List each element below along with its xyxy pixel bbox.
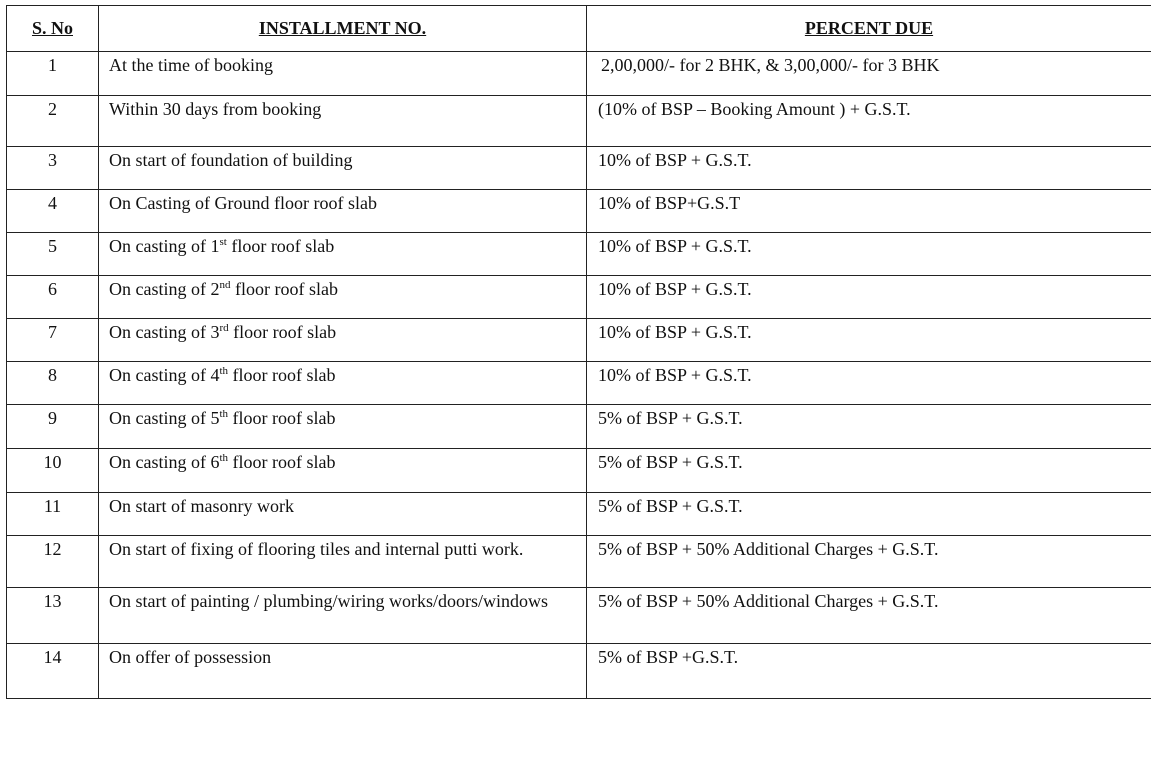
installment-text-rest: floor roof slab [226, 236, 335, 256]
header-percent-due: PERCENT DUE [587, 6, 1151, 52]
installment-text: On start of foundation of building [109, 150, 353, 170]
row-percent-due: (10% of BSP – Booking Amount ) + G.S.T. [587, 96, 1151, 147]
row-sno: 9 [7, 405, 99, 449]
row-percent-due: 10% of BSP + G.S.T. [587, 276, 1151, 319]
row-installment [99, 190, 587, 233]
row-sno: 8 [7, 362, 99, 405]
table-row [7, 52, 1151, 96]
row-sno: 5 [7, 233, 99, 276]
table-row [7, 536, 1151, 588]
row-installment [99, 536, 587, 588]
installment-text: On offer of possession [109, 647, 272, 667]
installment-text: On casting of 4 [109, 365, 220, 385]
row-installment [99, 405, 587, 449]
installment-text: On casting of 2 [109, 279, 220, 299]
row-sno: 6 [7, 276, 99, 319]
table-row [7, 276, 1151, 319]
table-row [7, 190, 1151, 233]
table-row [7, 588, 1151, 644]
row-installment [99, 362, 587, 405]
installment-text-rest: floor roof slab [228, 452, 336, 472]
installment-text: On start of painting / plumbing/wiring works/doors/windows [109, 591, 548, 611]
installment-text: On casting of 3 [109, 322, 220, 342]
installment-text-rest: floor roof slab [228, 408, 336, 428]
row-installment [99, 319, 587, 362]
row-percent-due: 5% of BSP + G.S.T. [587, 449, 1151, 493]
row-sno: 7 [7, 319, 99, 362]
row-sno: 1 [7, 52, 99, 96]
ordinal-suffix: nd [219, 279, 231, 291]
row-percent-due: 5% of BSP + G.S.T. [587, 493, 1151, 536]
installment-text: On casting of 1 [109, 236, 220, 256]
ordinal-suffix: th [219, 408, 229, 420]
row-percent-due: 10% of BSP+G.S.T [587, 190, 1151, 233]
row-sno: 10 [7, 449, 99, 493]
row-installment [99, 588, 587, 644]
row-sno: 13 [7, 588, 99, 644]
row-percent-due: 10% of BSP + G.S.T. [587, 147, 1151, 190]
table-row [7, 96, 1151, 147]
header-sno: S. No [7, 6, 99, 52]
row-sno: 14 [7, 644, 99, 699]
installment-text: On casting of 5 [109, 408, 220, 428]
payment-schedule-table [6, 5, 1151, 699]
header-installment: INSTALLMENT NO. [99, 6, 587, 52]
table-row [7, 644, 1151, 699]
installment-text: On start of fixing of flooring tiles and internal putti work. [109, 539, 524, 559]
table-row [7, 147, 1151, 190]
header-row [7, 6, 1151, 52]
installment-text-rest: floor roof slab [228, 322, 337, 342]
installment-text: On Casting of Ground floor roof slab [109, 193, 377, 213]
row-installment [99, 96, 587, 147]
table-row [7, 493, 1151, 536]
row-percent-due: 5% of BSP +G.S.T. [587, 644, 1151, 699]
table-row [7, 405, 1151, 449]
row-percent-due: 10% of BSP + G.S.T. [587, 362, 1151, 405]
row-percent-due: 5% of BSP + 50% Additional Charges + G.S.T. [587, 536, 1151, 588]
row-sno: 4 [7, 190, 99, 233]
table-row [7, 362, 1151, 405]
row-installment [99, 147, 587, 190]
installment-text: On casting of 6 [109, 452, 220, 472]
ordinal-suffix: st [219, 236, 227, 248]
ordinal-suffix: th [219, 452, 229, 464]
row-installment [99, 52, 587, 96]
row-installment [99, 276, 587, 319]
row-sno: 3 [7, 147, 99, 190]
ordinal-suffix: th [219, 365, 229, 377]
row-installment [99, 233, 587, 276]
row-sno: 12 [7, 536, 99, 588]
table-row [7, 319, 1151, 362]
installment-text-rest: floor roof slab [228, 365, 336, 385]
table-row [7, 449, 1151, 493]
row-sno: 2 [7, 96, 99, 147]
row-percent-due: 5% of BSP + 50% Additional Charges + G.S.T. [587, 588, 1151, 644]
table-row [7, 233, 1151, 276]
row-percent-due: 5% of BSP + G.S.T. [587, 405, 1151, 449]
row-percent-due: 2,00,000/- for 2 BHK, & 3,00,000/- for 3 BHK [587, 52, 1151, 96]
installment-text-rest: floor roof slab [230, 279, 338, 299]
installment-text: Within 30 days from booking [109, 99, 322, 119]
row-installment [99, 449, 587, 493]
row-sno: 11 [7, 493, 99, 536]
ordinal-suffix: rd [219, 322, 229, 334]
row-percent-due: 10% of BSP + G.S.T. [587, 233, 1151, 276]
installment-text: On start of masonry work [109, 496, 294, 516]
row-installment [99, 644, 587, 699]
row-percent-due: 10% of BSP + G.S.T. [587, 319, 1151, 362]
row-installment [99, 493, 587, 536]
installment-text: At the time of booking [109, 55, 273, 75]
